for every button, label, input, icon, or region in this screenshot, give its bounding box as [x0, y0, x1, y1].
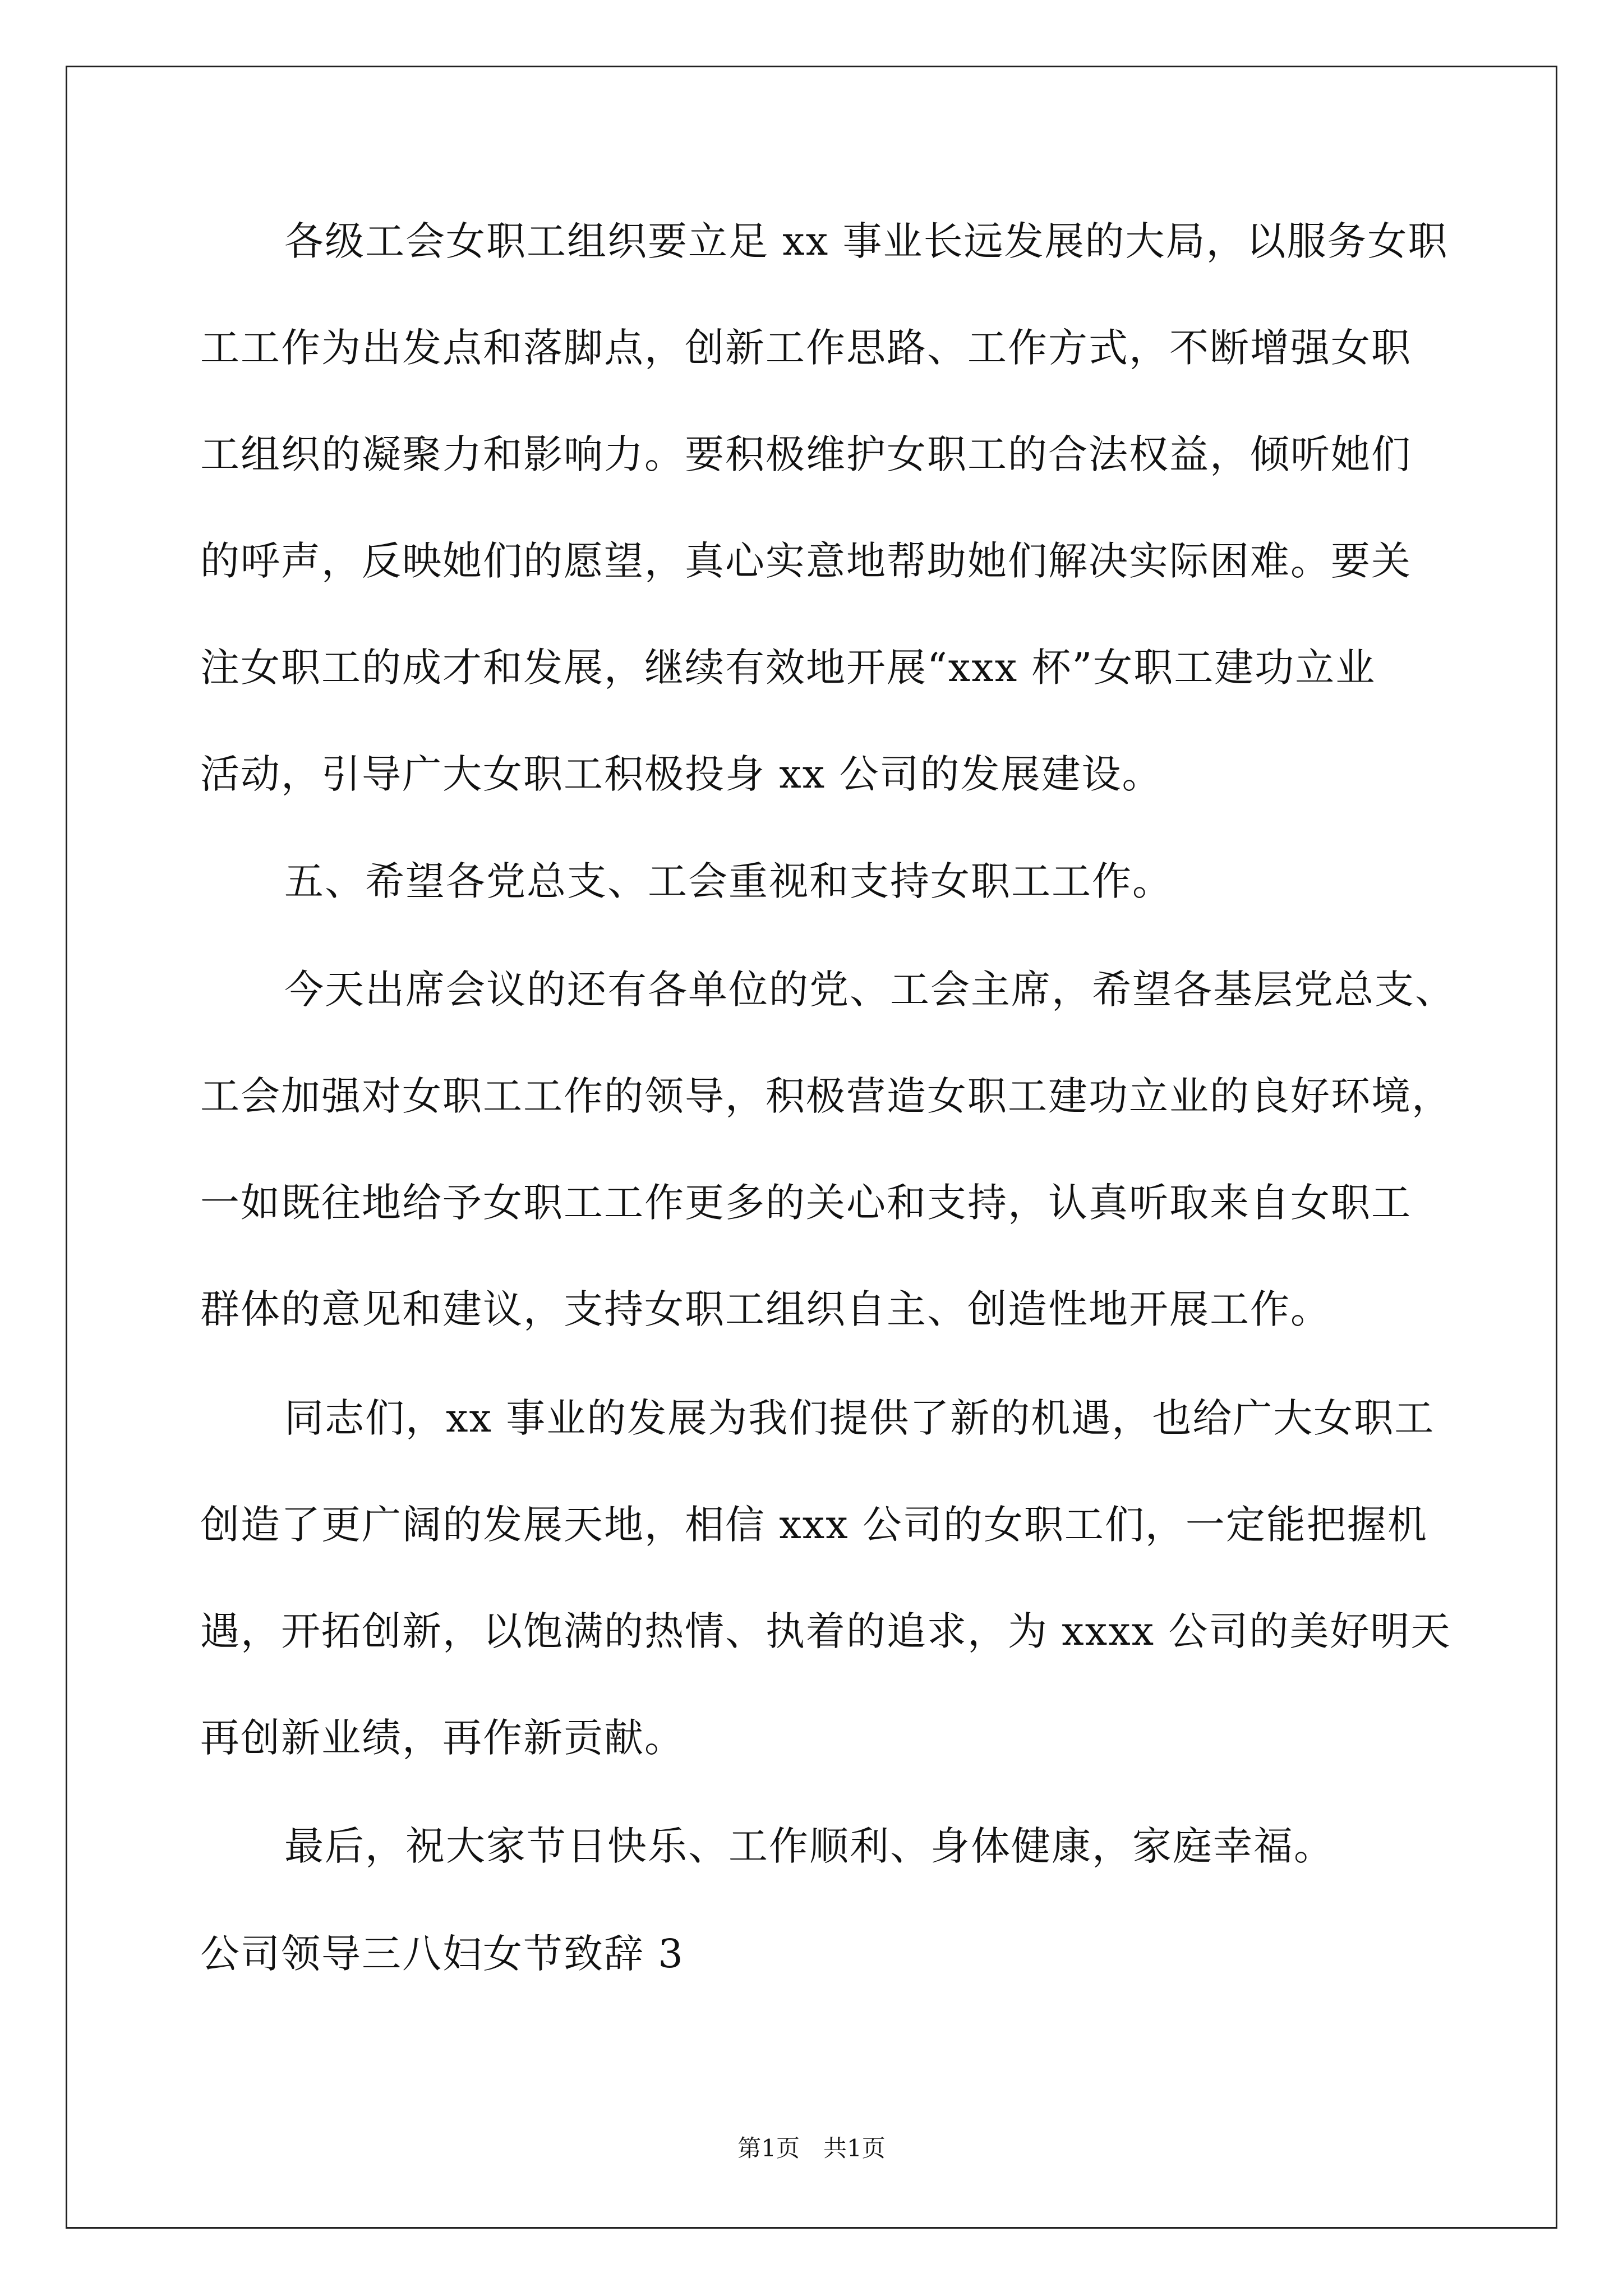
paragraph-3-line-3: 遇，开拓创新，以饱满的热情、执着的追求，为 xxxx 公司的美好明天 [200, 1608, 1451, 1654]
paragraph-1-line-5: 注女职工的成才和发展，继续有效地开展“xxx 杯”女职工建功立业 [200, 645, 1376, 691]
paragraph-2-line-1: 今天出席会议的还有各单位的党、工会主席，希望各基层党总支、 [284, 967, 1455, 1013]
section-heading-five: 五、希望各党总支、工会重视和支持女职工工作。 [284, 858, 1173, 904]
paragraph-1-line-1: 各级工会女职工组织要立足 xx 事业长远发展的大局，以服务女职 [284, 218, 1449, 264]
page-footer: 第1页 共1页 [737, 2134, 886, 2162]
closing-line: 最后，祝大家节日快乐、工作顺利、身体健康，家庭幸福。 [284, 1823, 1334, 1869]
paragraph-2-line-4: 群体的意见和建议，支持女职工组织自主、创造性地开展工作。 [200, 1286, 1331, 1332]
page-border [66, 66, 1557, 2229]
paragraph-1-line-2: 工工作为出发点和落脚点，创新工作思路、工作方式，不断增强女职 [200, 325, 1412, 371]
paragraph-3-line-1: 同志们，xx 事业的发展为我们提供了新的机遇，也给广大女职工 [284, 1395, 1435, 1441]
paragraph-1-line-4: 的呼声，反映她们的愿望，真心实意地帮助她们解决实际困难。要关 [200, 538, 1412, 584]
paragraph-3-line-2: 创造了更广阔的发展天地，相信 xxx 公司的女职工们，一定能把握机 [200, 1502, 1428, 1548]
paragraph-3-line-4: 再创新业绩，再作新贡献。 [200, 1715, 685, 1761]
paragraph-1-line-6: 活动，引导广大女职工积极投身 xx 公司的发展建设。 [200, 751, 1163, 797]
paragraph-1-line-3: 工组织的凝聚力和影响力。要积极维护女职工的合法权益，倾听她们 [200, 431, 1412, 477]
document-title-3: 公司领导三八妇女节致辞 3 [200, 1931, 684, 1977]
paragraph-2-line-2: 工会加强对女职工工作的领导，积极营造女职工建功立业的良好环境， [200, 1073, 1452, 1119]
paragraph-2-line-3: 一如既往地给予女职工工作更多的关心和支持，认真听取来自女职工 [200, 1180, 1412, 1226]
